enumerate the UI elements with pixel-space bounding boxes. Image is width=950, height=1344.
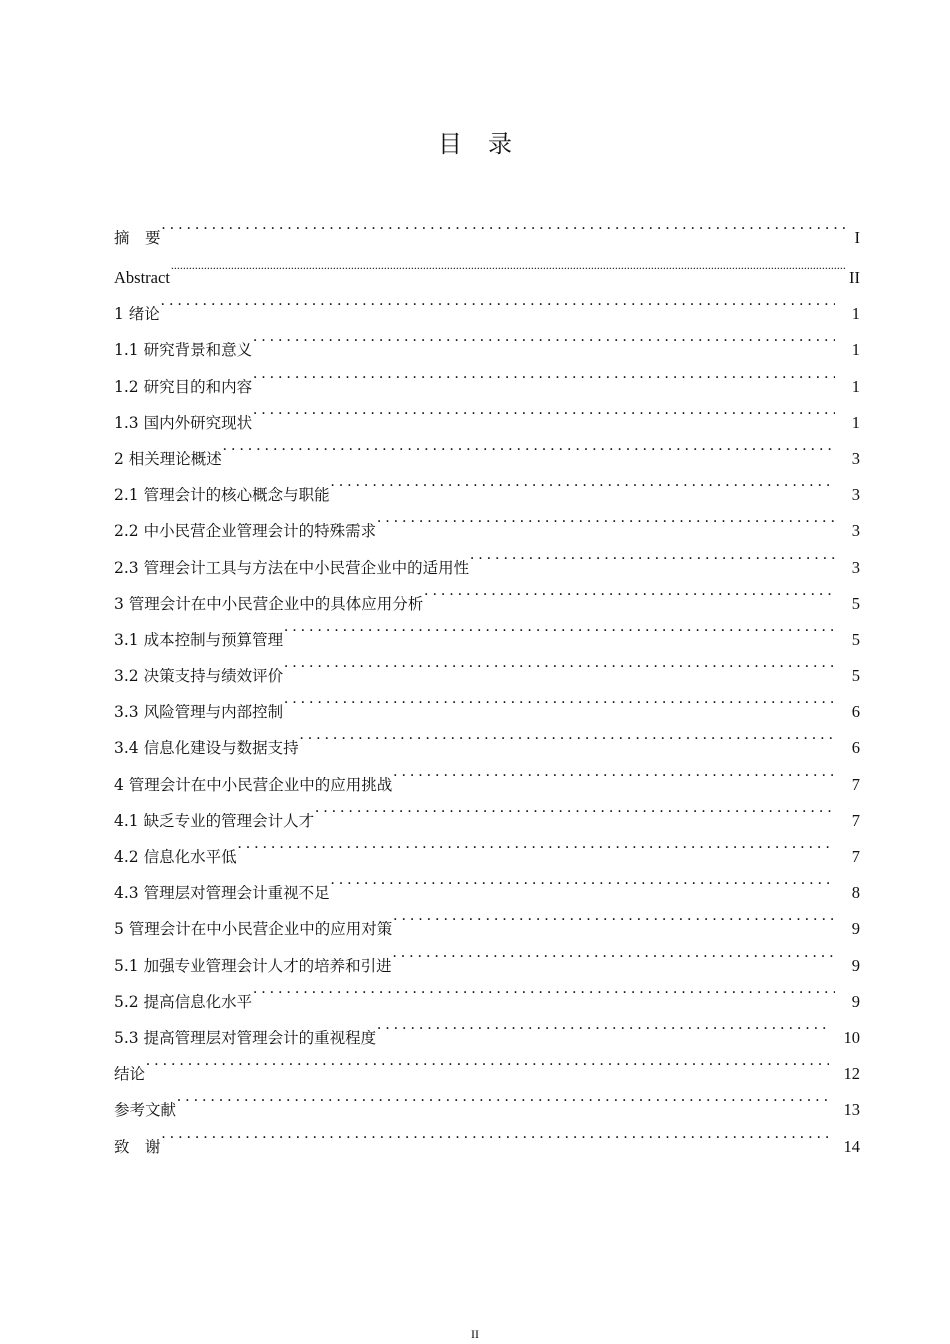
toc-leader-dots	[223, 428, 835, 464]
toc-entry-label: 3.4 信息化建设与数据支持	[114, 739, 299, 758]
toc-entry-label: 2.3 管理会计工具与方法在中小民营企业中的适用性	[114, 558, 470, 577]
toc-entry-label: 5.1 加强专业管理会计人才的培养和引进	[114, 956, 392, 975]
toc-entry-page: 1	[851, 412, 860, 432]
toc-entry-label: 摘 要	[114, 229, 161, 247]
page-title: 目录	[438, 130, 538, 158]
toc-leader-dots	[424, 573, 835, 609]
toc-leader-dots	[238, 826, 835, 862]
toc-entry-page: 13	[843, 1100, 860, 1120]
toc-entry-label: 4.2 信息化水平低	[114, 848, 237, 866]
toc-entry-label: 3.1 成本控制与预算管理	[114, 630, 284, 649]
toc-leader-dots	[331, 464, 835, 500]
toc-leader-dots	[162, 207, 847, 243]
toc-leader-dots	[253, 356, 835, 392]
toc-entry-label: 4.3 管理层对管理会计重视不足	[114, 884, 330, 903]
toc-entry-page: 14	[843, 1136, 860, 1156]
toc-entry-label: 致 谢	[114, 1137, 161, 1156]
toc-entry-page: 1	[851, 304, 860, 324]
toc-entry-label: 3 管理会计在中小民营企业中的具体应用分析	[114, 594, 424, 613]
toc-entry-page: 7	[851, 774, 860, 794]
table-of-contents	[114, 207, 860, 1156]
toc-entry-label: 5.2 提高信息化水平	[114, 992, 253, 1011]
toc-entry[interactable]	[114, 1116, 860, 1156]
toc-entry-page: 3	[851, 521, 860, 541]
toc-entry-page: 7	[851, 847, 860, 866]
toc-entry-page: 8	[851, 883, 860, 903]
toc-leader-dots	[331, 862, 835, 898]
toc-leader-dots	[470, 537, 835, 573]
toc-entry-page: I	[854, 228, 860, 247]
toc-leader-dots	[393, 935, 835, 971]
toc-entry-page: 9	[851, 991, 860, 1011]
toc-entry-page: 5	[851, 666, 860, 686]
toc-entry[interactable]	[114, 428, 860, 468]
toc-entry-page: 10	[843, 1027, 860, 1047]
toc-leader-dots	[253, 392, 835, 428]
toc-leader-dots	[284, 645, 835, 681]
toc-entry[interactable]	[114, 247, 860, 287]
toc-entry-label: 3.2 决策支持与绩效评价	[114, 667, 284, 686]
toc-entry-label: 1.2 研究目的和内容	[114, 377, 253, 396]
toc-entry-label: 1 绪论	[114, 305, 160, 324]
toc-entry[interactable]	[114, 1079, 860, 1120]
toc-leader-dots	[177, 1079, 828, 1115]
toc-leader-dots	[377, 1007, 828, 1043]
toc-entry-page: 9	[851, 919, 860, 939]
toc-entry-page: 1	[851, 376, 860, 396]
toc-entry[interactable]	[114, 207, 860, 247]
toc-leader-dots	[253, 319, 835, 355]
page-number-footer: II	[471, 1327, 479, 1341]
toc-entry-label: 5.3 提高管理层对管理会计的重视程度	[114, 1028, 377, 1047]
toc-entry-page: 9	[851, 955, 860, 975]
toc-entry-label: Abstract	[114, 268, 170, 287]
toc-entry-page: 5	[851, 629, 860, 649]
toc-entry[interactable]	[114, 464, 860, 505]
toc-leader-dots	[393, 898, 835, 934]
toc-entry[interactable]	[114, 319, 860, 360]
toc-leader-dots	[161, 283, 835, 319]
toc-entry-label: 4 管理会计在中小民营企业中的应用挑战	[114, 775, 393, 794]
toc-entry-page: 12	[843, 1064, 860, 1084]
toc-entry-label: 1.3 国内外研究现状	[114, 413, 253, 432]
toc-leader-dots	[300, 717, 835, 753]
toc-entry-label: 参考文献	[114, 1101, 177, 1120]
toc-entry-label: 1.1 研究背景和意义	[114, 341, 253, 360]
toc-leader-dots	[284, 609, 835, 645]
toc-entry-page: II	[849, 268, 860, 287]
toc-entry[interactable]	[114, 283, 860, 324]
toc-leader-dots	[146, 1043, 828, 1079]
toc-entry[interactable]	[114, 1043, 860, 1084]
toc-entry-page: 7	[851, 810, 860, 830]
toc-entry-page: 3	[851, 485, 860, 505]
toc-entry-page: 3	[851, 448, 860, 468]
toc-entry-page: 6	[851, 738, 860, 758]
toc-entry-label: 2 相关理论概述	[114, 449, 222, 468]
toc-entry-label: 3.3 风险管理与内部控制	[114, 703, 284, 722]
toc-leader-dots	[393, 754, 835, 790]
toc-leader-dots	[377, 500, 835, 536]
toc-entry-label: 2.2 中小民营企业管理会计的特殊需求	[114, 522, 377, 541]
toc-entry-label: 结论	[114, 1065, 146, 1084]
toc-leader-dots	[162, 1116, 829, 1152]
toc-entry-page: 1	[851, 340, 860, 360]
toc-leader-dots	[315, 790, 835, 826]
toc-leader-dots	[171, 247, 846, 283]
toc-leader-dots	[284, 681, 835, 717]
toc-entry-page: 5	[851, 593, 860, 613]
toc-entry-label: 5 管理会计在中小民营企业中的应用对策	[114, 920, 393, 939]
toc-entry-label: 2.1 管理会计的核心概念与职能	[114, 486, 330, 505]
toc-entry-label: 4.1 缺乏专业的管理会计人才	[114, 811, 315, 830]
toc-leader-dots	[253, 971, 835, 1007]
toc-entry-page: 6	[851, 702, 860, 722]
toc-entry-page: 3	[851, 557, 860, 577]
